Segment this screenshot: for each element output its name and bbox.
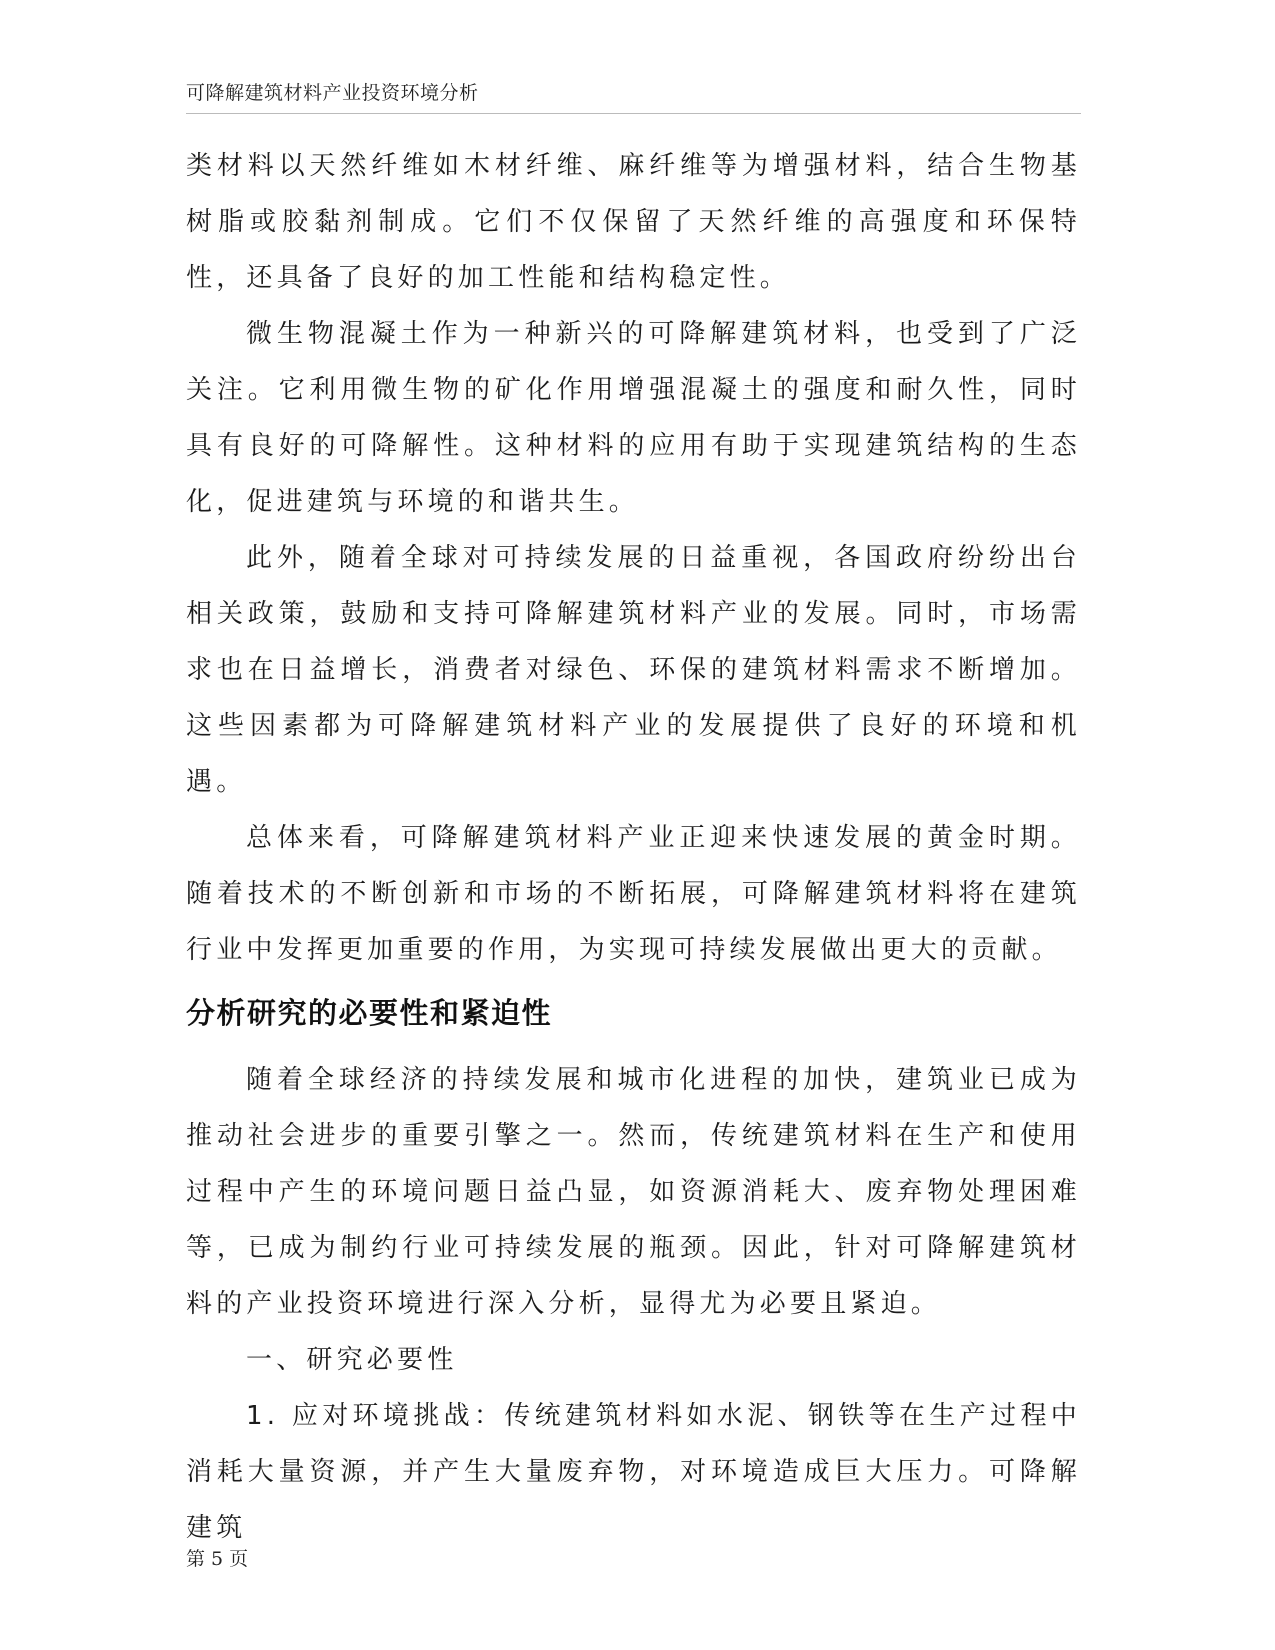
page-number: 第 5 页 [186,1548,249,1570]
paragraph-necessity-intro: 随着全球经济的持续发展和城市化进程的加快，建筑业已成为推动社会进步的重要引擎之一。然而，传统建筑材料在生产和使用过程中产生的环境问题日益凸显，如资源消耗大、废弃物处理困难等，已成为制约行业可持续发展的瓶颈。因此，针对可降解建筑材料的产业投资环境进行深入分析，显得尤为必要且紧迫。 [186,1065,1081,1319]
header-divider [186,113,1081,114]
page-body [186,138,1081,1556]
list-item-environment-challenge: 1. 应对环境挑战：传统建筑材料如水泥、钢铁等在生产过程中消耗大量资源，并产生大量废弃物，对环境造成巨大压力。可降解建筑 [186,1401,1081,1543]
subheading-research-necessity: 一、研究必要性 [246,1345,458,1375]
running-header: 可降解建筑材料产业投资环境分析 [186,82,479,104]
paragraph-policy: 此外，随着全球对可持续发展的日益重视，各国政府纷纷出台相关政策，鼓励和支持可降解建筑材料产业的发展。同时，市场需求也在日益增长，消费者对绿色、环保的建筑材料需求不断增加。这些因素都为可降解建筑材料产业的发展提供了良好的环境和机遇。 [186,543,1081,797]
paragraph-microbial-concrete: 微生物混凝土作为一种新兴的可降解建筑材料，也受到了广泛关注。它利用微生物的矿化作用增强混凝土的强度和耐久性，同时具有良好的可降解性。这种材料的应用有助于实现建筑结构的生态化，促进建筑与环境的和谐共生。 [186,319,1081,517]
paragraph-continued: 类材料以天然纤维如木材纤维、麻纤维等为增强材料，结合生物基树脂或胶黏剂制成。它们不仅保留了天然纤维的高强度和环保特性，还具备了良好的加工性能和结构稳定性。 [186,151,1081,293]
paragraph-summary: 总体来看，可降解建筑材料产业正迎来快速发展的黄金时期。随着技术的不断创新和市场的不断拓展，可降解建筑材料将在建筑行业中发挥更加重要的作用，为实现可持续发展做出更大的贡献。 [186,823,1081,965]
section-heading: 分析研究的必要性和紧迫性 [186,996,553,1030]
